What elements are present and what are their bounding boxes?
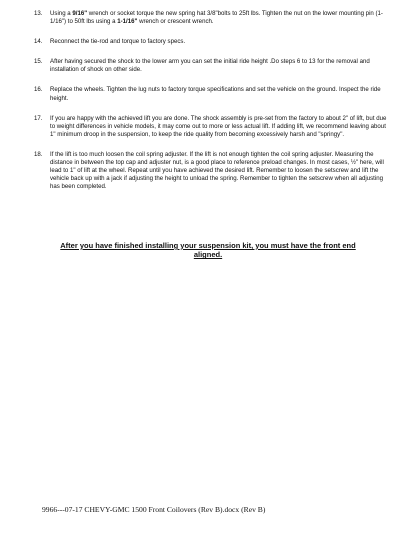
step-text-segment: wrench or crescent wrench. (137, 18, 214, 26)
step-text (50, 86, 390, 102)
step-text-segment: Using a (50, 10, 73, 17)
step-item (34, 151, 390, 191)
step-number: 13. (34, 10, 43, 17)
step-number: 18. (34, 150, 43, 158)
step-text (50, 115, 390, 139)
step-text-segment: If the lift is too much loosen the coil spring adjuster. If the lift is not enough tighten the coil spring adjuster. Measuring the distance in between the top cap and adjuster nut, is a good place to reference preload changes. In most cases, ½" here, will lead to 1" of lift at the wheel. Repeat until you have achieved the desired lift. Remember to loosen the setscrew and lift the vehicle back up with a jack if adjusting the height to unload the spring. Remember to tighten the setscrew when all adjusting has been completed. (50, 150, 384, 191)
step-text-segment: wrench or socket torque the new spring hat 3/8"bolts to 25ft lbs. Tighten the nut on the lower mounting pin (1-1/16") to 50ft lbs using a (50, 10, 383, 26)
step-item (34, 58, 390, 74)
step-item (34, 10, 390, 26)
step-text-segment: Reconnect the tie-rod and torque to factory specs. (50, 38, 186, 46)
step-text-segment: After having secured the shock to the lower arm you can set the initial ride height .Do steps 6 to 13 for the removal and installation of shock on other side. (50, 58, 370, 74)
document-footer: 9966---07-17 CHEVY-GMC 1500 Front Coilovers (Rev B).docx (Rev B) (42, 505, 266, 514)
step-item (34, 86, 390, 102)
step-number: 14. (34, 38, 43, 46)
step-text (50, 151, 390, 191)
step-text (50, 10, 390, 26)
step-text-segment: Replace the wheels. Tighten the lug nuts to factory torque specifications and set the vehicle on the ground. Inspect the ride height. (50, 86, 381, 102)
step-text-emphasis: 9/16" (72, 10, 88, 17)
step-text-segment: If you are happy with the achieved lift you are done. The shock assembly is pre-set from the factory to about 2" of lift, but due to weight differences in vehicle models, it may come out to more or less actual lift. If adding lift, we recommend leaving about 1" minimum droop in the suspension, to keep the ride quality from becoming excessively harsh and "springy". (50, 114, 387, 138)
step-text (50, 38, 390, 46)
step-number: 17. (34, 114, 43, 122)
alignment-notice: After you have finished installing your suspension kit, you must have the front end aligned. (60, 241, 356, 260)
step-text-emphasis: 1-1/16" (117, 18, 138, 26)
instruction-steps-list (34, 10, 390, 203)
step-number: 15. (34, 58, 43, 66)
step-item (34, 38, 390, 46)
step-number: 16. (34, 86, 43, 94)
step-item (34, 115, 390, 139)
step-text (50, 58, 390, 74)
